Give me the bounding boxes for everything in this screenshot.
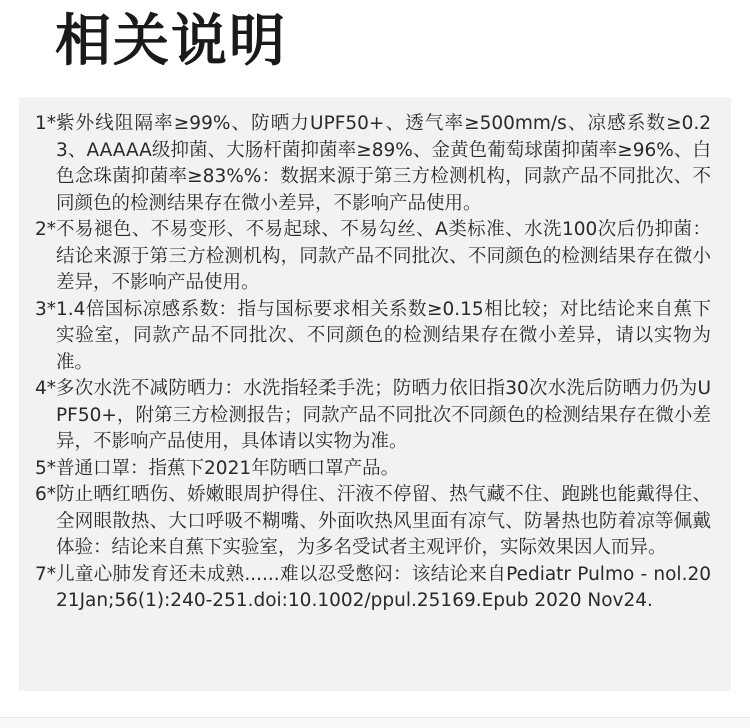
note-item-4 <box>35 376 711 456</box>
note-marker: 4* <box>35 378 57 399</box>
note-text: 防止晒红晒伤、娇嫩眼周护得住、汗液不停留、热气藏不住、跑跳也能戴得住、全网眼散热、大口呼吸不糊嘴、外面吹热风里面有凉气、防暑热也防着凉等佩戴体验：结论来自蕉下实验室，为多名受试者主观评价，实际效果因人而异。 <box>56 484 711 558</box>
note-item-6 <box>35 482 711 562</box>
note-item-2 <box>35 217 711 297</box>
note-text: 紫外线阻隔率≥99%、防晒力UPF50+、透气率≥500mm/s、凉感系数≥0.23、AAAAA级抑菌、大肠杆菌抑菌率≥89%、金黄色葡萄球菌抑菌率≥96%、白色念珠菌抑菌率≥83%%：数据来源于第三方检测机构，同款产品不同批次、不同颜色的检测结果存在微小差异，不影响产品使用。 <box>56 113 711 214</box>
note-item-1 <box>35 111 711 217</box>
notes-list <box>35 111 711 615</box>
note-text: 普通口罩：指蕉下2021年防晒口罩产品。 <box>56 457 400 479</box>
note-marker: 2* <box>35 219 57 240</box>
bottom-divider <box>0 717 750 728</box>
note-item-3 <box>35 297 711 377</box>
note-marker: 3* <box>35 298 57 320</box>
note-text: 不易褪色、不易变形、不易起球、不易勾丝、A类标准、水洗100次后仍抑菌：结论来源于第三方检测机构，同款产品不同批次、不同颜色的检测结果存在微小差异，不影响产品使用。 <box>56 219 711 293</box>
note-text: 多次水洗不减防晒力：水洗指轻柔手洗；防晒力依旧指30次水洗后防晒力仍为UPF50+，附第三方检测报告；同款产品不同批次不同颜色的检测结果存在微小差异，不影响产品使用，具体请以实物为准。 <box>56 378 711 452</box>
notes-panel <box>19 97 731 691</box>
note-item-5 <box>35 456 711 483</box>
note-marker: 6* <box>35 484 57 505</box>
note-marker: 5* <box>35 457 57 479</box>
note-marker: 7* <box>35 563 57 585</box>
note-text: 儿童心肺发育还未成熟......难以忍受憋闷：该结论来自Pediatr Pulmo - nol.2021Jan;56(1):240-251.doi:10.1002/ppul.25169.Epub 2020 Nov24. <box>56 563 711 611</box>
note-text: 1.4倍国标凉感系数：指与国标要求相关系数≥0.15相比较；对比结论来自蕉下实验室，同款产品不同批次、不同颜色的检测结果存在微小差异，请以实物为准。 <box>56 298 711 373</box>
page-title: 相关说明 <box>55 9 287 74</box>
note-item-7 <box>35 562 711 615</box>
note-marker: 1* <box>35 113 57 134</box>
